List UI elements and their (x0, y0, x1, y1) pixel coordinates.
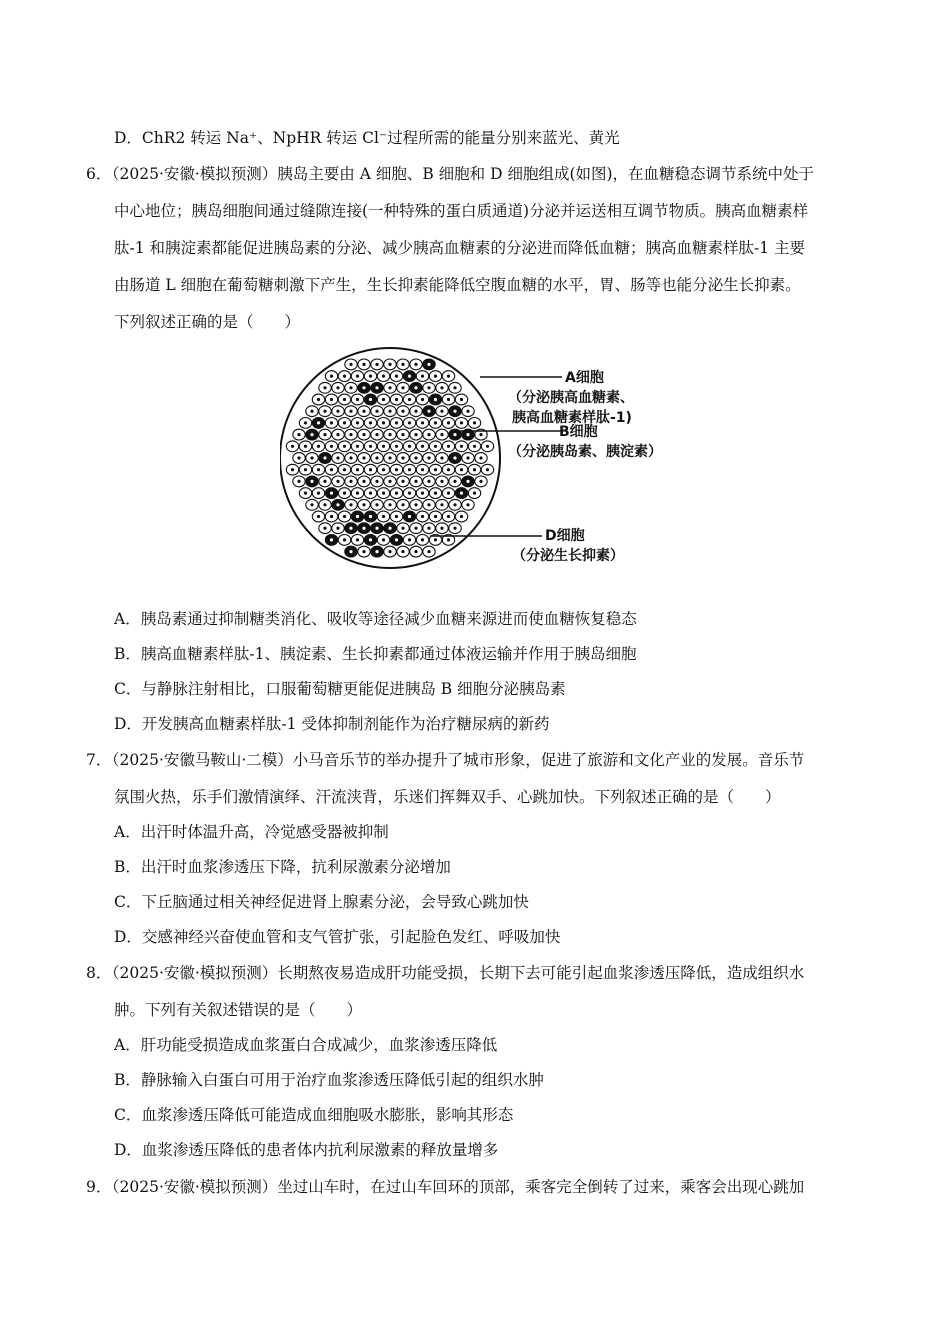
cell-nucleus (388, 363, 391, 366)
cell-nucleus (369, 492, 372, 495)
cell-nucleus (460, 515, 463, 518)
cell-nucleus (473, 421, 476, 424)
cell-nucleus (382, 375, 385, 378)
cell-nucleus (356, 421, 359, 424)
label-d-cell: D细胞 (545, 528, 585, 544)
q6-option-d: D．开发胰高血糖素样肽-1 受体抑制剂能作为治疗糖尿病的新药 (114, 715, 550, 733)
q6-stem-line5: 下列叙述正确的是（ ） (114, 313, 301, 331)
cell-nucleus (486, 468, 489, 471)
q8-option-c: C．血浆渗透压降低可能造成血细胞吸水膨胀，影响其形态 (114, 1106, 514, 1124)
cell-nucleus (317, 445, 320, 448)
cell-nucleus (388, 550, 391, 553)
cell-nucleus (388, 503, 391, 506)
cell-nucleus (323, 527, 326, 530)
cell-nucleus (375, 363, 378, 366)
cell-nucleus (304, 468, 307, 471)
cell-nucleus (388, 386, 391, 389)
cell-nucleus (349, 363, 352, 366)
cell-nucleus (395, 538, 398, 541)
cell-nucleus (343, 445, 346, 448)
cell-nucleus (453, 433, 456, 436)
cell-nucleus (317, 468, 320, 471)
cell-nucleus (453, 410, 456, 413)
cell-nucleus (421, 421, 424, 424)
cell-nucleus (395, 421, 398, 424)
cell-nucleus (421, 468, 424, 471)
cell-nucleus (369, 468, 372, 471)
q7-stem-line1: （2025·安徽马鞍山·二模）小马音乐节的举办提升了城市形象，促进了旅游和文化产业的发展。音乐节 (104, 751, 805, 769)
cell-nucleus (408, 421, 411, 424)
cell-nucleus (395, 468, 398, 471)
cell-nucleus (486, 445, 489, 448)
cell-nucleus (330, 421, 333, 424)
q5-option-d: D．ChR2 转运 Na⁺、NpHR 转运 Cl⁻过程所需的能量分别来蓝光、黄光 (114, 129, 620, 147)
label-a-secretion-2: 胰高血糖素样肽-1) (512, 410, 632, 426)
cell-nucleus (427, 550, 430, 553)
cell-nucleus (382, 421, 385, 424)
cell-nucleus (323, 386, 326, 389)
cell-nucleus (375, 410, 378, 413)
cell-nucleus (330, 468, 333, 471)
q6-number: 6． (86, 165, 112, 183)
cell-nucleus (310, 456, 313, 459)
q6-stem-line4: 由肠道 L 细胞在葡萄糖刺激下产生，生长抑素能降低空腹血糖的水平，胃、肠等也能分泌生长抑素。 (114, 276, 801, 294)
cell-nucleus (297, 456, 300, 459)
cell-nucleus (388, 527, 391, 530)
cell-nucleus (362, 433, 365, 436)
cell-nucleus (427, 503, 430, 506)
cell-nucleus (343, 538, 346, 541)
cell-nucleus (434, 538, 437, 541)
cell-nucleus (382, 515, 385, 518)
cell-nucleus (447, 375, 450, 378)
cell-nucleus (466, 480, 469, 483)
cell-nucleus (460, 492, 463, 495)
cell-nucleus (414, 363, 417, 366)
cell-nucleus (447, 398, 450, 401)
cell-nucleus (421, 538, 424, 541)
cell-nucleus (362, 503, 365, 506)
cell-nucleus (447, 492, 450, 495)
q6-option-a: A．胰岛素通过抑制糖类消化、吸收等途径减少血糖来源进而使血糖恢复稳态 (114, 610, 637, 628)
cell-nucleus (323, 410, 326, 413)
cell-nucleus (466, 433, 469, 436)
cell-nucleus (447, 445, 450, 448)
cell-nucleus (473, 445, 476, 448)
cell-nucleus (414, 550, 417, 553)
cell-nucleus (401, 433, 404, 436)
cell-nucleus (401, 503, 404, 506)
cell-nucleus (427, 410, 430, 413)
cell-nucleus (369, 375, 372, 378)
cell-nucleus (362, 363, 365, 366)
cell-nucleus (375, 480, 378, 483)
cell-nucleus (356, 515, 359, 518)
cell-nucleus (356, 445, 359, 448)
cell-nucleus (362, 386, 365, 389)
cell-nucleus (421, 375, 424, 378)
cell-nucleus (453, 480, 456, 483)
cell-nucleus (349, 386, 352, 389)
cell-nucleus (434, 398, 437, 401)
q7-option-d: D．交感神经兴奋使血管和支气管扩张，引起脸色发红、呼吸加快 (114, 928, 561, 946)
cell-nucleus (440, 480, 443, 483)
cell-nucleus (401, 550, 404, 553)
cell-nucleus (291, 445, 294, 448)
cell-nucleus (427, 456, 430, 459)
cell-nucleus (466, 410, 469, 413)
cell-nucleus (395, 492, 398, 495)
cell-nucleus (375, 386, 378, 389)
cell-nucleus (453, 386, 456, 389)
cell-nucleus (317, 398, 320, 401)
cell-nucleus (414, 480, 417, 483)
cell-nucleus (414, 527, 417, 530)
cell-nucleus (297, 480, 300, 483)
q9-number: 9． (86, 1178, 112, 1196)
cell-nucleus (317, 515, 320, 518)
cell-nucleus (330, 445, 333, 448)
cell-nucleus (401, 386, 404, 389)
cell-nucleus (460, 445, 463, 448)
cell-nucleus (408, 538, 411, 541)
cell-nucleus (375, 527, 378, 530)
cell-nucleus (291, 468, 294, 471)
cell-nucleus (421, 515, 424, 518)
cell-nucleus (440, 386, 443, 389)
cell-nucleus (473, 492, 476, 495)
cell-nucleus (375, 433, 378, 436)
cell-nucleus (304, 492, 307, 495)
cell-nucleus (408, 492, 411, 495)
cell-nucleus (460, 398, 463, 401)
cell-nucleus (395, 375, 398, 378)
cell-nucleus (330, 375, 333, 378)
cell-nucleus (369, 398, 372, 401)
cell-nucleus (323, 503, 326, 506)
cell-nucleus (408, 445, 411, 448)
cell-nucleus (447, 538, 450, 541)
cell-nucleus (356, 398, 359, 401)
cell-nucleus (427, 480, 430, 483)
cell-nucleus (414, 386, 417, 389)
cell-nucleus (421, 398, 424, 401)
cell-nucleus (479, 433, 482, 436)
q7-stem-line2: 氛围火热，乐手们激情演绎、汗流浃背，乐迷们挥舞双手、心跳加快。下列叙述正确的是（ ） (114, 788, 781, 806)
cell-nucleus (317, 421, 320, 424)
cell-nucleus (421, 445, 424, 448)
cell-nucleus (453, 503, 456, 506)
cell-nucleus (330, 538, 333, 541)
cell-nucleus (388, 410, 391, 413)
cell-nucleus (336, 386, 339, 389)
cell-nucleus (460, 468, 463, 471)
cell-nucleus (362, 550, 365, 553)
cell-nucleus (401, 527, 404, 530)
cell-nucleus (336, 410, 339, 413)
cell-nucleus (427, 433, 430, 436)
label-b-secretion: （分泌胰岛素、胰淀素） (508, 444, 662, 460)
cell-nucleus (479, 480, 482, 483)
cell-nucleus (330, 398, 333, 401)
cell-nucleus (434, 445, 437, 448)
cell-nucleus (414, 456, 417, 459)
cell-nucleus (323, 456, 326, 459)
cell-nucleus (466, 456, 469, 459)
cell-nucleus (362, 410, 365, 413)
cell-nucleus (401, 410, 404, 413)
cell-nucleus (434, 492, 437, 495)
q7-number: 7． (86, 751, 112, 769)
cell-nucleus (356, 375, 359, 378)
cell-nucleus (479, 456, 482, 459)
q7-option-a: A．出汗时体温升高，冷觉感受器被抑制 (114, 823, 389, 841)
cell-nucleus (408, 515, 411, 518)
q8-stem-line1: （2025·安徽·模拟预测）长期熬夜易造成肝功能受损，长期下去可能引起血浆渗透压降低，造成组织水 (104, 964, 805, 982)
cell-nucleus (453, 527, 456, 530)
cell-nucleus (401, 456, 404, 459)
cell-nucleus (369, 421, 372, 424)
cell-nucleus (434, 468, 437, 471)
cell-nucleus (447, 421, 450, 424)
cell-nucleus (375, 550, 378, 553)
cell-nucleus (473, 468, 476, 471)
cell-nucleus (343, 421, 346, 424)
cell-nucleus (375, 503, 378, 506)
islet-cells-drawing (280, 348, 500, 568)
cell-nucleus (453, 456, 456, 459)
cell-nucleus (447, 468, 450, 471)
cell-nucleus (434, 515, 437, 518)
q6-option-b: B．胰高血糖素样肽-1、胰淀素、生长抑素都通过体液运输并作用于胰岛细胞 (114, 645, 637, 663)
cell-nucleus (427, 363, 430, 366)
cell-nucleus (421, 492, 424, 495)
label-d-secretion: （分泌生长抑素） (512, 548, 624, 564)
cell-nucleus (310, 480, 313, 483)
islet-figure (280, 340, 700, 580)
cell-nucleus (297, 433, 300, 436)
cell-nucleus (362, 527, 365, 530)
cell-nucleus (356, 492, 359, 495)
cell-nucleus (349, 410, 352, 413)
cell-nucleus (408, 398, 411, 401)
q7-option-b: B．出汗时血浆渗透压下降，抗利尿激素分泌增加 (114, 858, 451, 876)
cell-nucleus (343, 398, 346, 401)
cell-nucleus (388, 433, 391, 436)
cell-nucleus (447, 515, 450, 518)
cell-nucleus (349, 456, 352, 459)
q8-stem-line2: 肿。下列有关叙述错误的是（ ） (114, 1001, 363, 1019)
cell-nucleus (369, 515, 372, 518)
cell-nucleus (395, 398, 398, 401)
cell-nucleus (388, 480, 391, 483)
cell-nucleus (336, 433, 339, 436)
cell-nucleus (440, 527, 443, 530)
label-a-cell: A细胞 (565, 370, 604, 386)
cell-nucleus (336, 527, 339, 530)
q9-stem-line1: （2025·安徽·模拟预测）坐过山车时，在过山车回环的顶部，乘客完全倒转了过来，乘客会出现心跳加 (104, 1178, 805, 1196)
cell-nucleus (440, 456, 443, 459)
cell-nucleus (336, 480, 339, 483)
cell-nucleus (349, 503, 352, 506)
cell-nucleus (414, 503, 417, 506)
q6-stem-line2: 中心地位；胰岛细胞间通过缝隙连接(一种特殊的蛋白质通道)分泌并运送相互调节物质。胰高血糖素样 (114, 202, 809, 220)
cell-nucleus (330, 515, 333, 518)
q8-option-a: A．肝功能受损造成血浆蛋白合成减少，血浆渗透压降低 (114, 1036, 498, 1054)
cell-nucleus (434, 375, 437, 378)
cell-nucleus (343, 515, 346, 518)
cell-nucleus (330, 492, 333, 495)
cell-nucleus (323, 433, 326, 436)
cell-nucleus (323, 480, 326, 483)
cell-nucleus (343, 468, 346, 471)
cell-nucleus (408, 468, 411, 471)
cell-nucleus (349, 433, 352, 436)
cell-nucleus (343, 492, 346, 495)
cell-nucleus (310, 433, 313, 436)
cell-nucleus (427, 527, 430, 530)
q6-option-c: C．与静脉注射相比，口服葡萄糖更能促进胰岛 B 细胞分泌胰岛素 (114, 680, 566, 698)
cell-nucleus (349, 550, 352, 553)
cell-nucleus (304, 445, 307, 448)
cell-nucleus (401, 480, 404, 483)
cell-nucleus (414, 433, 417, 436)
q8-option-d: D．血浆渗透压降低的患者体内抗利尿激素的释放量增多 (114, 1141, 499, 1159)
cell-nucleus (304, 421, 307, 424)
q8-number: 8． (86, 964, 112, 982)
cell-nucleus (382, 445, 385, 448)
q6-stem-line1: （2025·安徽·模拟预测）胰岛主要由 A 细胞、B 细胞和 D 细胞组成(如图)，在血糖稳态调节系统中处于 (104, 165, 815, 183)
cell-nucleus (395, 515, 398, 518)
cell-nucleus (349, 527, 352, 530)
cell-nucleus (440, 433, 443, 436)
cell-nucleus (434, 421, 437, 424)
cell-nucleus (356, 538, 359, 541)
cell-nucleus (356, 468, 359, 471)
cell-nucleus (349, 480, 352, 483)
cell-nucleus (362, 480, 365, 483)
cell-nucleus (369, 445, 372, 448)
q6-stem-line3: 肽-1 和胰淀素都能促进胰岛素的分泌、减少胰高血糖素的分泌进而降低血糖；胰高血糖素样肽-1 主要 (114, 239, 806, 257)
cell-nucleus (375, 456, 378, 459)
cell-nucleus (369, 538, 372, 541)
cell-nucleus (440, 410, 443, 413)
cell-nucleus (427, 386, 430, 389)
label-a-secretion-1: （分泌胰高血糖素、 (508, 390, 634, 406)
cell-nucleus (310, 410, 313, 413)
cell-nucleus (440, 503, 443, 506)
cell-nucleus (466, 503, 469, 506)
cell-nucleus (460, 421, 463, 424)
cell-nucleus (401, 363, 404, 366)
cell-nucleus (408, 375, 411, 378)
cell-nucleus (382, 398, 385, 401)
cell-nucleus (362, 456, 365, 459)
label-b-cell: B细胞 (559, 424, 598, 440)
cell-nucleus (343, 375, 346, 378)
cell-nucleus (414, 410, 417, 413)
cell-nucleus (382, 492, 385, 495)
cell-nucleus (336, 456, 339, 459)
cell-nucleus (336, 503, 339, 506)
cell-nucleus (382, 538, 385, 541)
q7-option-c: C．下丘脑通过相关神经促进肾上腺素分泌，会导致心跳加快 (114, 893, 529, 911)
cell-nucleus (317, 492, 320, 495)
cell-nucleus (310, 503, 313, 506)
q8-option-b: B．静脉输入白蛋白可用于治疗血浆渗透压降低引起的组织水肿 (114, 1071, 544, 1089)
cell-nucleus (388, 456, 391, 459)
cell-nucleus (382, 468, 385, 471)
cell-nucleus (395, 445, 398, 448)
